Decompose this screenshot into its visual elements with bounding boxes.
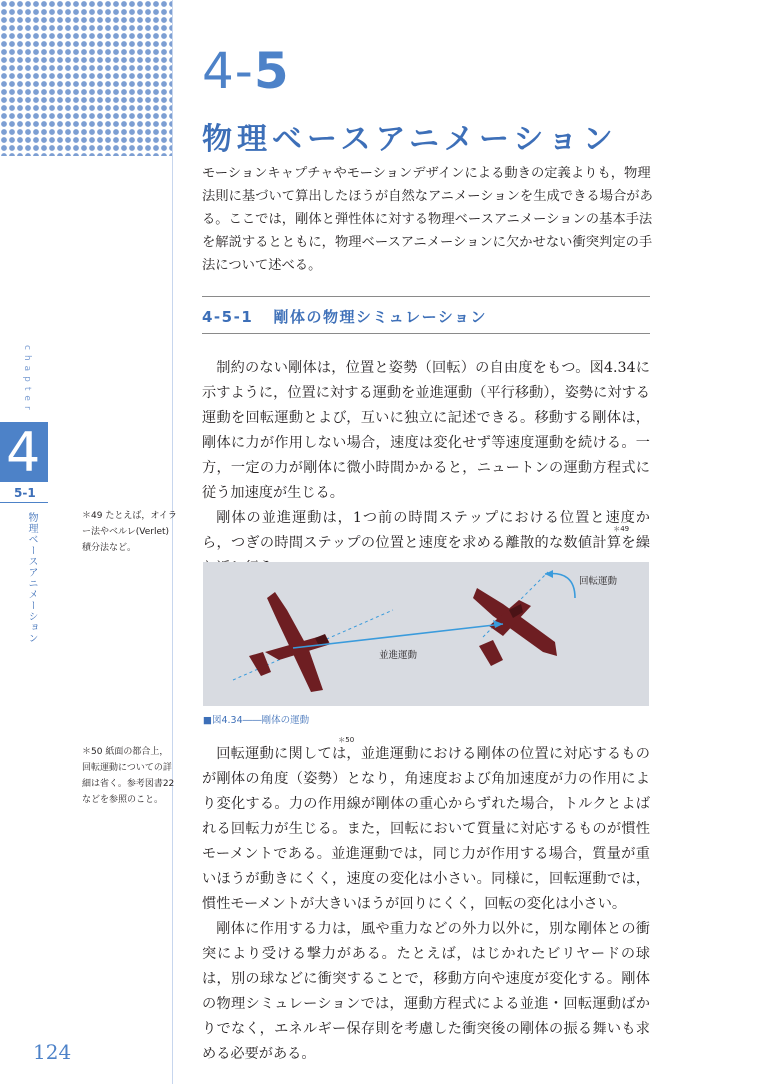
chapter-label: chapter xyxy=(22,345,32,415)
paragraph-3 xyxy=(202,736,650,917)
airplane-left-icon xyxy=(249,592,331,692)
footnote-ref-50-char: は xyxy=(331,746,347,762)
footnote-50: ＊50 紙面の都合上，回転運動についての詳細は省く。参考図書22などを参照のこと。 xyxy=(82,747,175,805)
section-intro: モーションキャプチャやモーションデザインによる動きの定義よりも，物理法則に基づいて算出したほうが自然なアニメーションを生成できる場合がある。ここでは，剛体と弾性体に対する物理ベースアニメーションの基本手法を解説するとともに，物理ベースアニメーションに欠かせない衝突判定の手法について述べる。 xyxy=(202,166,653,273)
subsection-number-c: 1 xyxy=(241,308,254,326)
figure-caption: ■図4.34――剛体の運動 xyxy=(203,715,310,726)
section-number: 4-5 xyxy=(202,42,290,100)
paragraph-1: 制約のない剛体は，位置と姿勢（回転）の自由度をもつ。図4.34に示すように，位置に対する運動を並進運動（平行移動），姿勢に対する運動を回転運動とよび，互いに独立に記述できる。移動する剛体は，剛体に力が作用しない場合，速度は変化せず等速度運動を続ける。一方，一定の力が剛体に微小時間かかると，ニュートンの運動方程式に従う加速度が生じる。 xyxy=(202,360,650,501)
subsection-header xyxy=(202,296,650,334)
paragraph-2-text-a: 剛体の並進運動は，1つ前の時間ステップにおける位置と速度から，つぎの時間ステップの位置と速度を求める離散的な数値計 xyxy=(202,510,650,551)
subsection-number-a: 4- xyxy=(202,308,222,326)
rotation-arrowhead-icon xyxy=(545,570,553,578)
body-text-block-1 xyxy=(202,356,650,581)
airplane-right-icon xyxy=(473,588,557,666)
footnote-ref-50-mark: ＊50 xyxy=(338,736,355,744)
footnote-ref-49-char: 算 xyxy=(606,535,622,551)
paragraph-3-text-a: 回転運動に関して xyxy=(216,746,332,762)
label-translation: 並進運動 xyxy=(379,650,418,661)
footnote-ref-49-mark: ＊49 xyxy=(613,525,630,533)
paragraph-4: 剛体に作用する力は，風や重力などの外力以外に，別な剛体との衝突により受ける撃力がある。たとえば，はじかれたビリヤードの球は，別の球などに衝突することで，移動方向や速度が変化する。剛体の物理シミュレーションでは，運動方程式による並進・回転運動ばかりでなく，エネルギー保存則を考慮した衝突後の剛体の振る舞いも求める必要がある。 xyxy=(202,921,650,1062)
footnote-ref-50[interactable] xyxy=(331,736,355,762)
paragraph-2-text-b: を繰 xyxy=(621,535,650,551)
subsection-number-b: 5- xyxy=(221,308,242,326)
decorative-dot-pattern xyxy=(0,0,172,156)
running-head-vertical: 物理ベースアニメーション xyxy=(26,512,37,644)
section-tag-rule xyxy=(0,502,48,503)
label-rotation: 回転運動 xyxy=(579,576,618,587)
section-tag: 5-1 xyxy=(14,486,36,500)
chapter-number: 4 xyxy=(6,421,41,484)
footnote-49: ＊49 たとえば，オイラー法やベルレ(Verlet)積分法など。 xyxy=(82,511,177,553)
figure-illustration xyxy=(203,562,649,706)
page-number: 124 xyxy=(33,1040,72,1064)
figure-rigid-body-motion xyxy=(203,562,649,706)
subsection-title-text: 剛体の物理シミュレーション xyxy=(273,308,488,326)
rotation-arc xyxy=(545,574,575,599)
subsection-title xyxy=(202,306,487,327)
section-title: 物理ベースアニメーション xyxy=(202,122,618,157)
body-text-block-2 xyxy=(202,736,650,1067)
footnote-ref-49[interactable] xyxy=(606,525,630,551)
paragraph-3-text-b: ，並進運動における剛体の位置に対応するものが剛体の角度（姿勢）となり，角速度および角加速度が力の作用により変化する。力の作用線が剛体の重心からずれた場合，トルクとよばれる回転力が生じる。また，回転において質量に対応するものが慣性モーメントである。並進運動では，同じ力が作用する場合，質量が重いほうが動きにくく，速度の変化は小さい。同様に，回転運動では，慣性モーメントが大きいほうが回りにくく，回転の変化は小さい。 xyxy=(202,746,650,912)
